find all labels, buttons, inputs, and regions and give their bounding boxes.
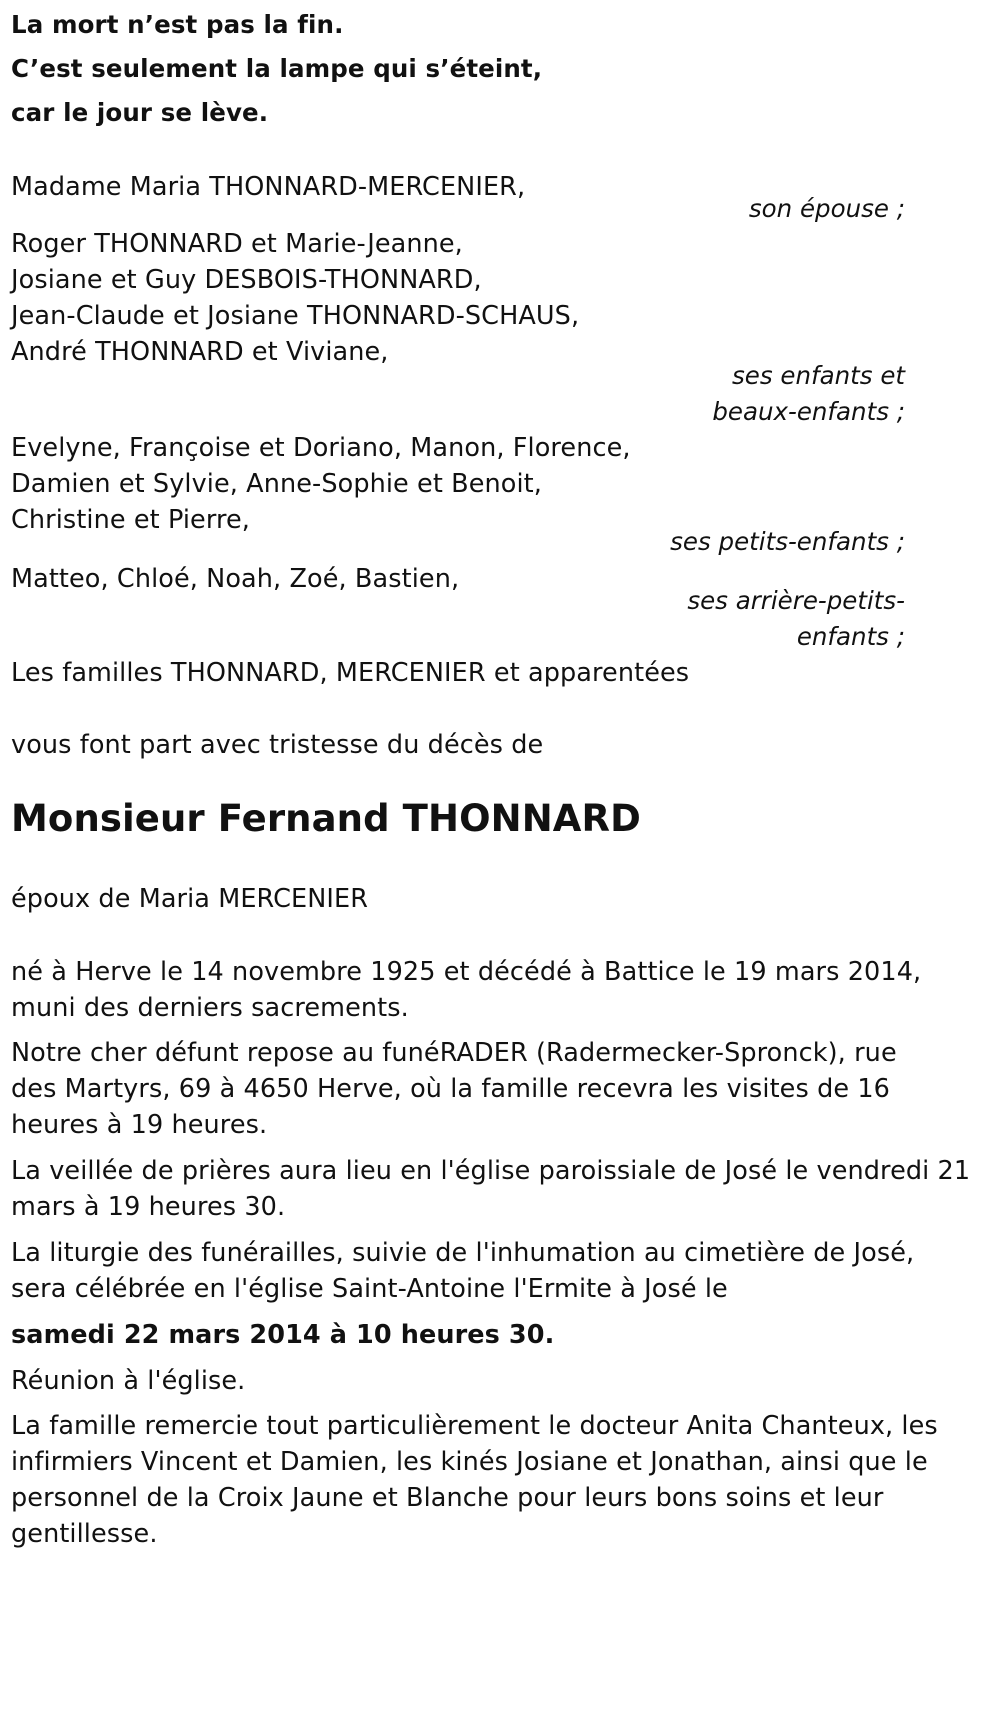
vigil-line-2: mars à 19 heures 30.	[11, 1192, 286, 1222]
children-line: Josiane et Guy DESBOIS-THONNARD,	[11, 265, 482, 295]
funeral-line-2: sera célébrée en l'église Saint-Antoine l'Ermite à José le	[11, 1274, 728, 1304]
quote-line-3: car le jour se lève.	[11, 98, 269, 127]
children-relation-line-1: ses enfants et	[732, 361, 905, 390]
thanks-line-2: infirmiers Vincent et Damien, les kinés Josiane et Jonathan, ainsi que le	[11, 1447, 928, 1477]
great-grandchildren-line: Matteo, Chloé, Noah, Zoé, Bastien,	[11, 564, 460, 594]
children-line: André THONNARD et Viviane,	[11, 337, 389, 367]
grandchildren-relation: ses petits-enfants ;	[670, 527, 905, 556]
birth-death-line-1: né à Herve le 14 novembre 1925 et décédé à Battice le 19 mars 2014,	[11, 957, 922, 987]
great-grandchildren-relation-line-1: ses arrière-petits-	[687, 586, 905, 615]
spouse-relation: son épouse ;	[748, 194, 905, 223]
funeral-date: samedi 22 mars 2014 à 10 heures 30.	[11, 1320, 555, 1350]
funeral-line-1: La liturgie des funérailles, suivie de l'inhumation au cimetière de José,	[11, 1238, 915, 1268]
rest-place-line-2: des Martyrs, 69 à 4650 Herve, où la famille recevra les visites de 16	[11, 1074, 890, 1104]
spouse-of-line: époux de Maria MERCENIER	[11, 884, 369, 914]
deceased-name: Monsieur Fernand THONNARD	[11, 797, 641, 840]
announcement-line: vous font part avec tristesse du décès de	[11, 730, 544, 760]
children-relation-line-2: beaux-enfants ;	[712, 397, 905, 426]
birth-death-line-2: muni des derniers sacrements.	[11, 993, 409, 1023]
rest-place-line-1: Notre cher défunt repose au funéRADER (Radermecker-Spronck), rue	[11, 1038, 897, 1068]
children-line: Jean-Claude et Josiane THONNARD-SCHAUS,	[11, 301, 580, 331]
quote-line-2: C’est seulement la lampe qui s’éteint,	[11, 54, 543, 83]
meeting-line: Réunion à l'église.	[11, 1366, 246, 1396]
quote-line-1: La mort n’est pas la fin.	[11, 10, 344, 39]
great-grandchildren-relation-line-2: enfants ;	[796, 622, 905, 651]
thanks-line-3: personnel de la Croix Jaune et Blanche pour leurs bons soins et leur	[11, 1483, 884, 1513]
children-line: Roger THONNARD et Marie-Jeanne,	[11, 229, 463, 259]
families-line: Les familles THONNARD, MERCENIER et apparentées	[11, 658, 690, 688]
thanks-line-1: La famille remercie tout particulièrement le docteur Anita Chanteux, les	[11, 1411, 938, 1441]
grandchildren-line: Christine et Pierre,	[11, 505, 250, 535]
vigil-line-1: La veillée de prières aura lieu en l'église paroissiale de José le vendredi 21	[11, 1156, 971, 1186]
spouse-line: Madame Maria THONNARD-MERCENIER,	[11, 172, 526, 202]
grandchildren-line: Evelyne, Françoise et Doriano, Manon, Florence,	[11, 433, 631, 463]
grandchildren-line: Damien et Sylvie, Anne-Sophie et Benoit,	[11, 469, 542, 499]
rest-place-line-3: heures à 19 heures.	[11, 1110, 268, 1140]
thanks-line-4: gentillesse.	[11, 1519, 158, 1549]
